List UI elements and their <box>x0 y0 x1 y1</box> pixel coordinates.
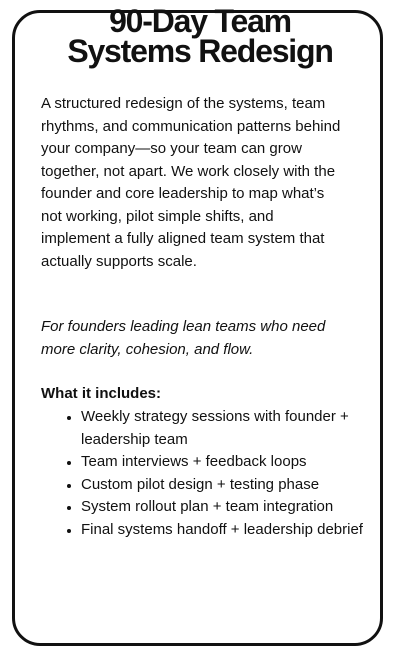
includes-list <box>60 406 371 541</box>
card-title <box>0 3 400 69</box>
includes-item: • Final systems handoff + leadership debrief <box>81 519 371 542</box>
includes-item: • Weekly strategy sessions with founder + leadership team <box>81 406 371 451</box>
card-title-line-1: 90-Day Team <box>109 3 291 39</box>
card-title-line-2: Systems Redesign <box>67 33 333 69</box>
includes-item: • Team interviews + feedback loops <box>81 451 371 474</box>
card-description: A structured redesign of the systems, team rhythms, and communication patterns behind your company—so your team can grow together, not apart. We work closely with the founder and core leadership to map what’s not working, pilot simple shifts, and implement a fully aligned team system that actually supports scale. <box>41 95 341 270</box>
includes-item: • System rollout plan + team integration <box>81 496 371 519</box>
card-audience: For founders leading lean teams who need more clarity, cohesion, and flow. <box>41 318 326 358</box>
includes-heading: What it includes: <box>41 385 161 402</box>
includes-item: • Custom pilot design + testing phase <box>81 474 371 497</box>
